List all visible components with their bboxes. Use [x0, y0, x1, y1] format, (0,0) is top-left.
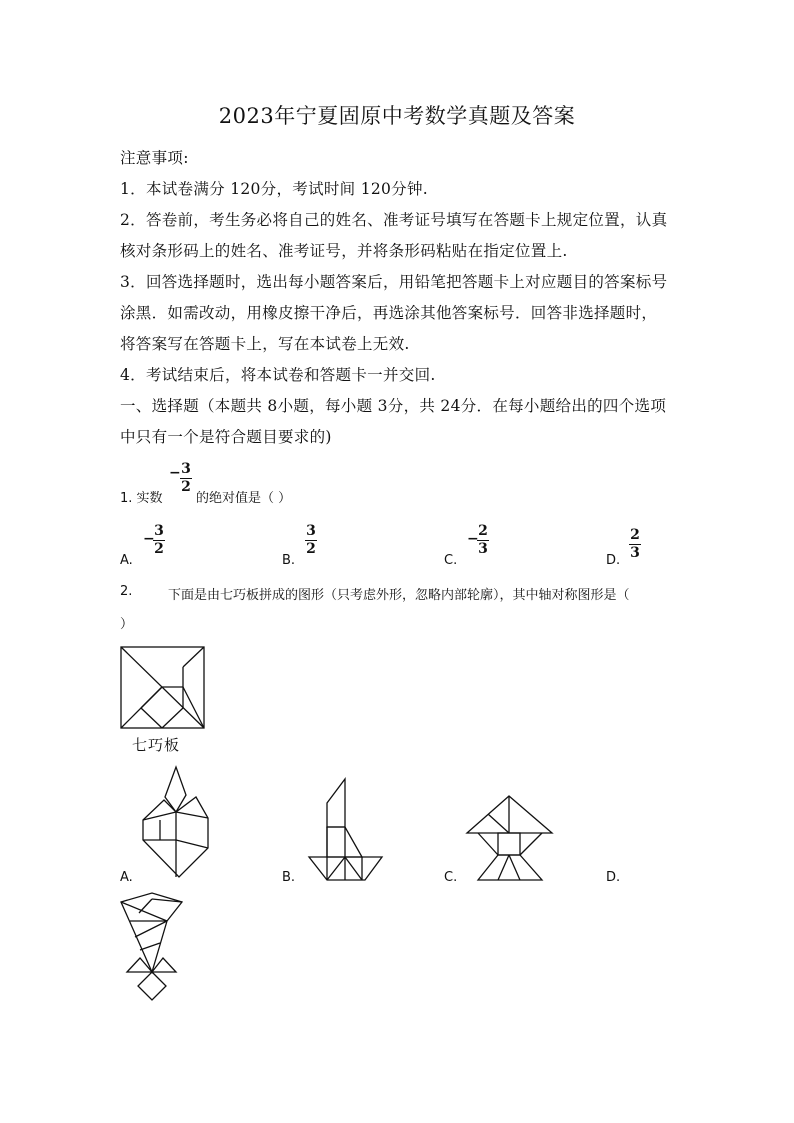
- q1-option-a-label: A.: [120, 553, 133, 568]
- q1-stem-num: 3: [181, 461, 191, 477]
- q1-suffix: 的绝对值是（ ）: [196, 491, 292, 506]
- q1-option-c-label: C.: [444, 553, 458, 568]
- page-title: 2023年宁夏固原中考数学真题及答案: [218, 104, 576, 128]
- q1-option-b-den: 2: [306, 541, 316, 557]
- q1-prefix: 1. 实数: [120, 491, 163, 506]
- q2-option-c-label: C.: [444, 870, 458, 885]
- q1-option-c-num: 2: [478, 523, 488, 539]
- q1-stem-den: 2: [181, 479, 191, 495]
- tangram-caption: 七巧板: [132, 736, 181, 754]
- q1-option-d-num: 2: [630, 527, 640, 543]
- q2-stem: 下面是由七巧板拼成的图形（只考虑外形，忽略内部轮廓），其中轴对称图形是（: [168, 588, 630, 603]
- notice-heading: 注意事项:: [120, 149, 189, 167]
- q2-stem-end: ）: [120, 617, 134, 632]
- section-heading-line-1: 一、选择题（本题共 8小题，每小题 3分，共 24分．在每小题给出的四个选项: [120, 397, 667, 415]
- q1-option-b-label: B.: [282, 553, 296, 568]
- q2-option-d-label: D.: [606, 870, 621, 885]
- notice-line-2: 2．答卷前，考生务必将自己的姓名、准考证号填写在答题卡上规定位置，认真: [120, 211, 668, 229]
- q1-option-a-den: 2: [154, 541, 164, 557]
- notice-line-3: 核对条形码上的姓名、准考证号，并将条形码粘贴在指定位置上.: [120, 242, 568, 260]
- notice-line-5: 涂黑．如需改动，用橡皮擦干净后，再选涂其他答案标号．回答非选择题时，: [120, 304, 658, 322]
- section-heading-line-2: 中只有一个是符合题目要求的): [120, 428, 332, 446]
- q1-option-c-sign: −: [467, 531, 479, 547]
- q2-number: 2.: [120, 584, 133, 599]
- q1-option-a-sign: −: [143, 531, 155, 547]
- notice-line-4: 3．回答选择题时，选出每小题答案后，用铅笔把答题卡上对应题目的答案标号: [120, 273, 668, 291]
- notice-line-7: 4．考试结束后，将本试卷和答题卡一并交回.: [120, 366, 436, 384]
- q1-option-d-label: D.: [606, 553, 621, 568]
- q1-option-d-den: 3: [630, 545, 640, 561]
- q1-option-b-num: 3: [306, 523, 316, 539]
- notice-line-6: 将答案写在答题卡上，写在本试卷上无效.: [120, 335, 410, 353]
- q2-option-b-label: B.: [282, 870, 296, 885]
- q1-option-c-den: 3: [478, 541, 488, 557]
- q1-option-a-num: 3: [154, 523, 164, 539]
- q2-option-a-label: A.: [120, 870, 133, 885]
- q1-stem-sign: −: [169, 465, 181, 481]
- notice-line-1: 1．本试卷满分 120分，考试时间 120分钟.: [120, 180, 429, 198]
